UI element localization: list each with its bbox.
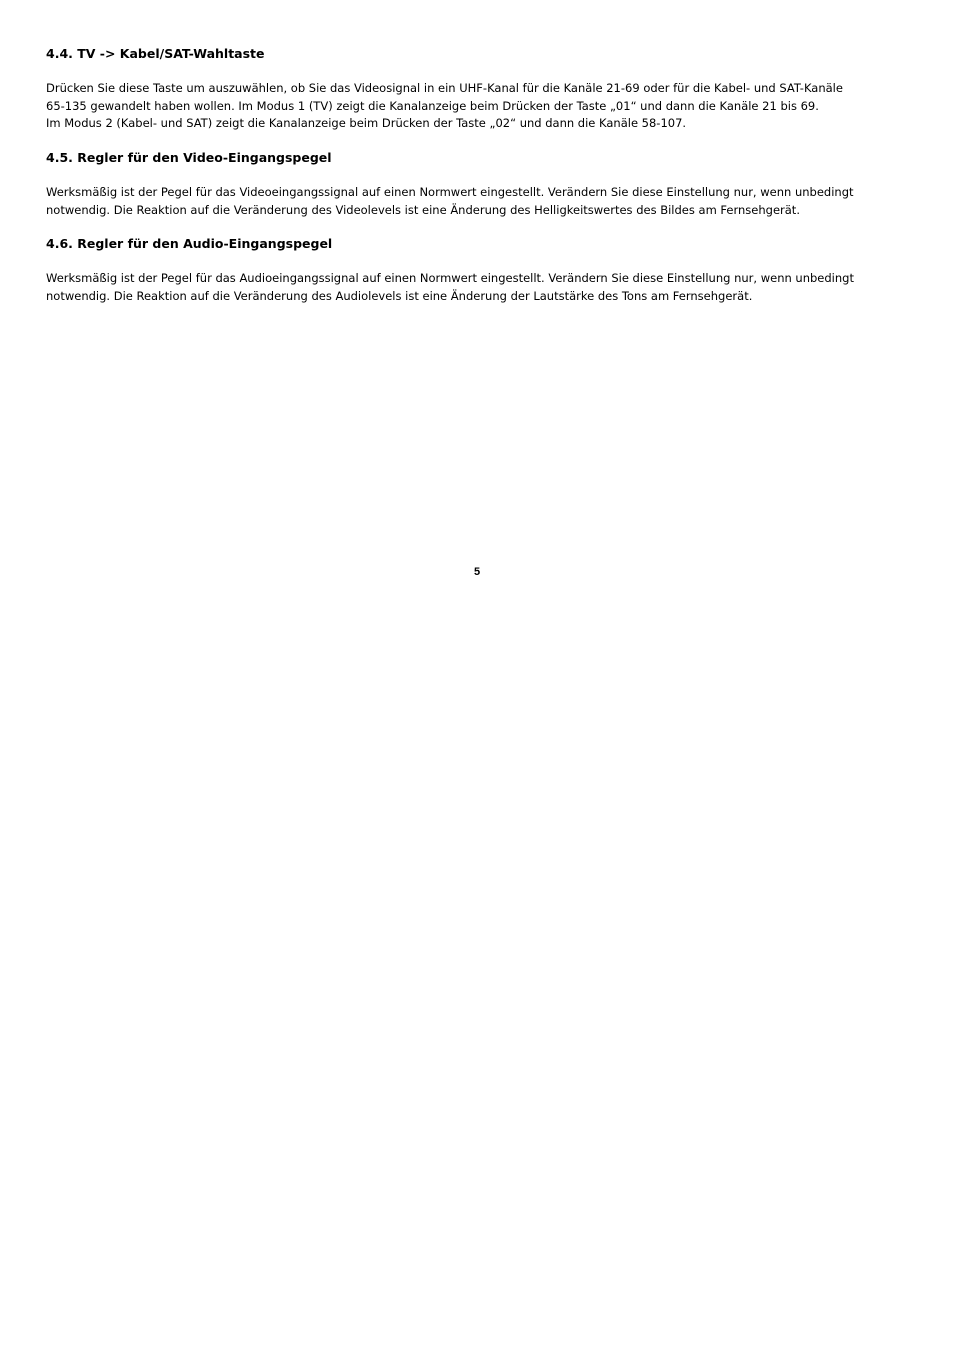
paragraph-line: Drücken Sie diese Taste um auszuwählen, ob Sie das Videosignal in ein UHF-Kanal für die Kanäle 21-69 oder für die Kabel- und SAT-Kanäle (46, 81, 843, 95)
section-heading: 4.6. Regler für den Audio-Eingangspegel (46, 236, 333, 251)
section-tv-kabel-sat-wahltaste (46, 46, 843, 133)
paragraph-line: notwendig. Die Reaktion auf die Veränderung des Audiolevels ist eine Änderung der Lautstärke des Tons am Fernsehgerät. (46, 288, 753, 303)
section-paragraph (46, 184, 854, 219)
section-paragraph (46, 270, 854, 305)
paragraph-line: Werksmäßig ist der Pegel für das Videoeingangssignal auf einen Normwert eingestellt. Verändern Sie diese Einstellung nur, wenn unbedingt (46, 185, 854, 199)
paragraph-line: Im Modus 2 (Kabel- und SAT) zeigt die Kanalanzeige beim Drücken der Taste „02“ und dann die Kanäle 58-107. (46, 116, 687, 130)
section-heading: 4.4. TV -> Kabel/SAT-Wahltaste (46, 46, 265, 61)
paragraph-line: notwendig. Die Reaktion auf die Veränderung des Videolevels ist eine Änderung des Helligkeitswertes des Bildes am Fernsehgerät. (46, 202, 800, 217)
paragraph-line: Werksmäßig ist der Pegel für das Audioeingangssignal auf einen Normwert eingestellt. Verändern Sie diese Einstellung nur, wenn unbedingt (46, 271, 854, 285)
section-video-eingangspegel (46, 150, 854, 219)
paragraph-line: 65-135 gewandelt haben wollen. Im Modus 1 (TV) zeigt die Kanalanzeige beim Drücken der Taste „01“ und dann die Kanäle 21 bis 69. (46, 98, 819, 113)
page-number: 5 (473, 566, 481, 578)
section-paragraph (46, 80, 843, 133)
section-audio-eingangspegel (46, 236, 854, 305)
section-heading: 4.5. Regler für den Video-Eingangspegel (46, 150, 332, 165)
